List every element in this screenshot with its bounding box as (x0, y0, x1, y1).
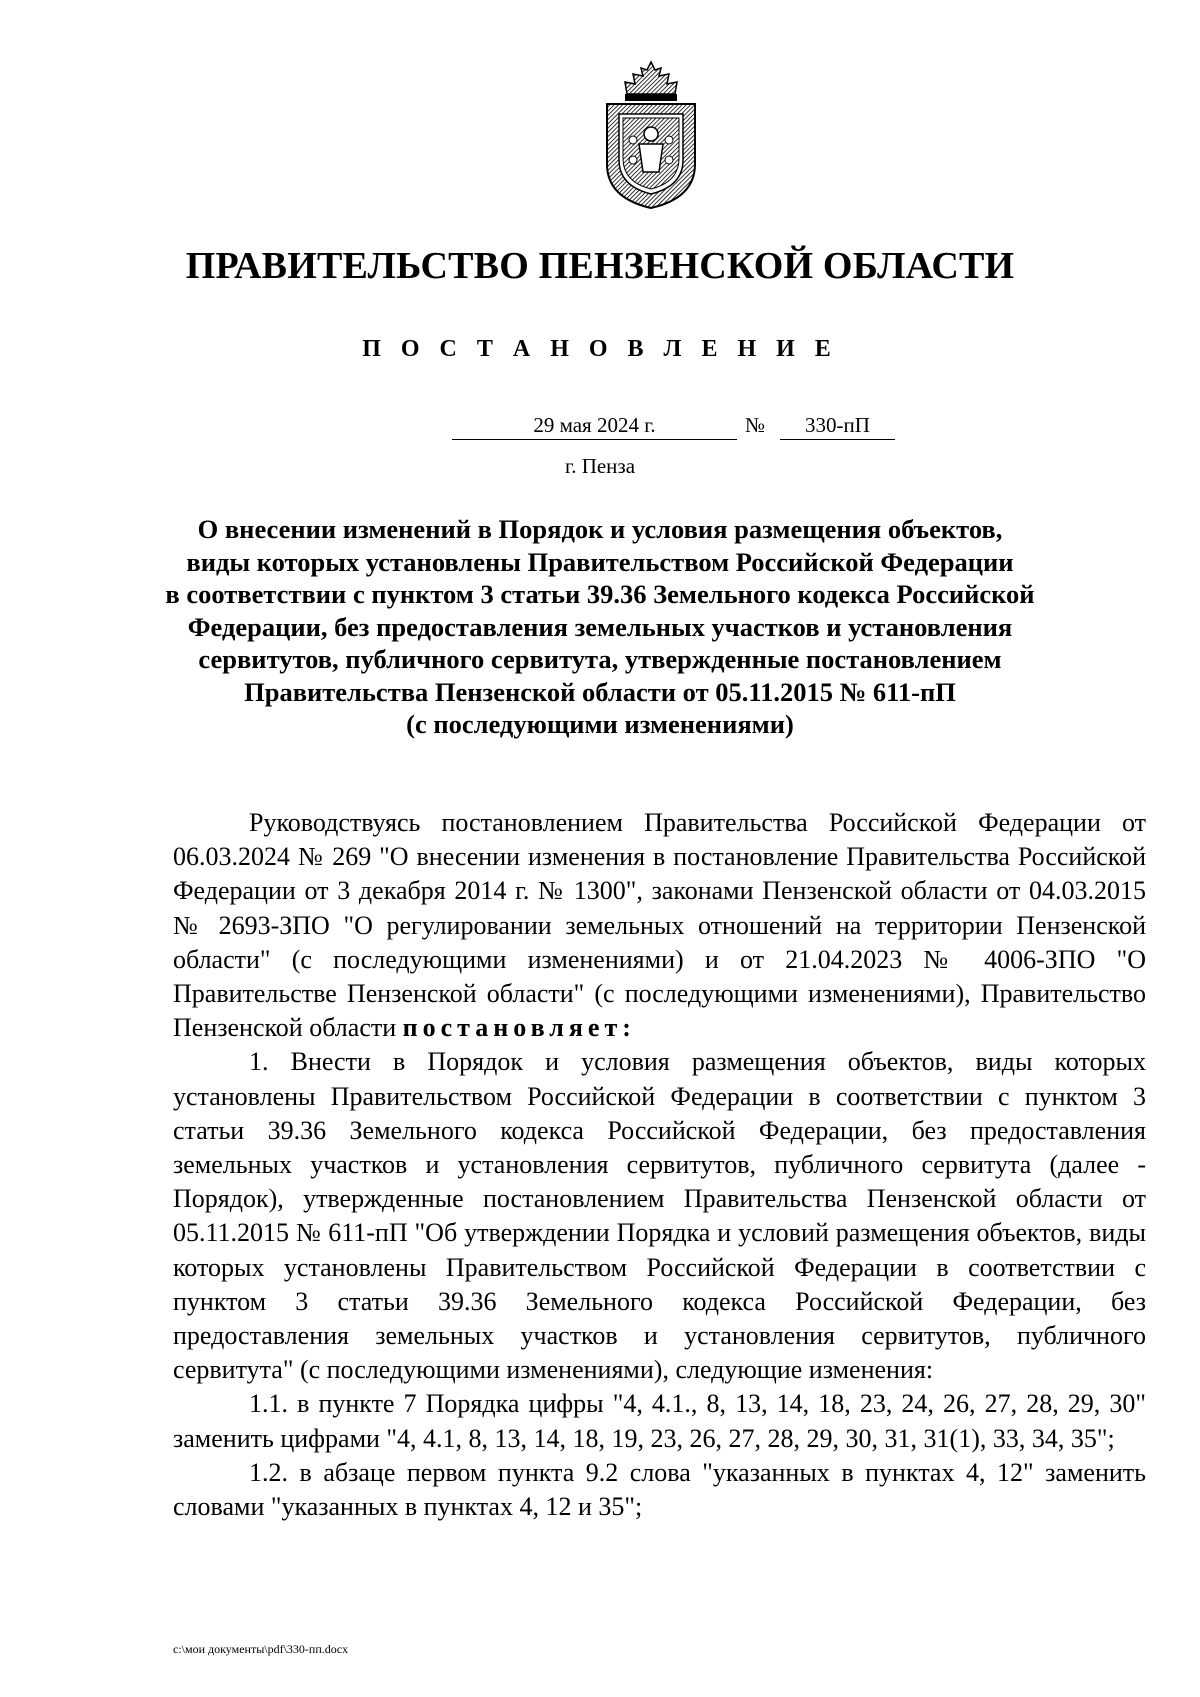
title-line: Федерации, без предоставления земельных участков и установления (187, 611, 1013, 642)
document-body (173, 806, 1146, 1524)
title-line: Правительства Пензенской области от 05.11.2015 № 611-пП (244, 676, 956, 707)
number-sign: № (745, 413, 766, 437)
item-1-2-paragraph: 1.2. в абзаце первом пункта 9.2 слова "указанных в пунктах 4, 12" заменить словами "указанных в пунктах 4, 12 и 35"; (173, 1457, 1146, 1522)
title-line: сервитутов, публичного сервитута, утвержденные постановлением (198, 644, 1002, 674)
document-number: 330-пП (780, 414, 895, 440)
date-number-line (0, 414, 1200, 444)
document-type: П О С Т А Н О В Л Е Н И Е (362, 336, 838, 362)
preamble-text: Руководствуясь постановлением Правительства Российской Федерации от 06.03.2024 № 269 "О внесении изменения в постановление Правительства Российской Федерации от 3 декабря 2014 г. № 1300", законами Пензенской области от 04.03.2015 № 2693-ЗПО "О регулировании земельных отношений на территории Пензенской области" (с последующими изменениями) и от 21.04.2023 № 4006-ЗПО "О Правительстве Пензенской области" (с последующими изменениями), Правительство Пензенской области (173, 808, 1146, 1043)
coat-of-arms-emblem (599, 60, 703, 210)
resolves-word: постановляет: (402, 1013, 636, 1043)
title-line: в соответствии с пунктом 3 статьи 39.36 Земельного кодекса Российской (165, 579, 1035, 609)
city: г. Пенза (564, 454, 636, 478)
title-line: (с последующими изменениями) (406, 709, 794, 739)
title-line: виды которых установлены Правительством Российской Федерации (186, 546, 1014, 577)
coat-of-arms-icon (599, 60, 703, 210)
document-date: 29 мая 2024 г. (452, 414, 737, 440)
resolution-title (150, 513, 1050, 741)
item-1-1-paragraph: 1.1. в пункте 7 Порядка цифры "4, 4.1., 8, 13, 14, 18, 23, 24, 26, 27, 28, 29, 30" заменить цифрами "4, 4.1, 8, 13, 14, 18, 19, 23, 26, 27, 28, 29, 30, 31, 31(1), 33, 34, 35"; (173, 1389, 1146, 1453)
organization-title: ПРАВИТЕЛЬСТВО ПЕНЗЕНСКОЙ ОБЛАСТИ (185, 245, 1015, 287)
file-path-footer: c:\мои документы\pdf\330-пп.docx (173, 1642, 349, 1656)
item-1-paragraph: 1. Внести в Порядок и условия размещения объектов, виды которых установлены Правительством Российской Федерации в соответствии с пунктом 3 статьи 39.36 Земельного кодекса Российской Федерации, без предоставления земельных участков и установления сервитутов, публичного сервитута (далее - Порядок), утвержденные постановлением Правительства Пензенской области от 05.11.2015 № 611-пП "Об утверждении Порядка и условий размещения объектов, виды которых установлены Правительством Российской Федерации в соответствии с пунктом 3 статьи 39.36 Земельного кодекса Российской Федерации, без предоставления земельных участков и установления сервитутов, публичного сервитута" (с последующими изменениями), следующие изменения: (173, 1047, 1146, 1385)
preamble-paragraph (173, 806, 1146, 1045)
title-line: О внесении изменений в Порядок и условия размещения объектов, (197, 514, 1003, 544)
